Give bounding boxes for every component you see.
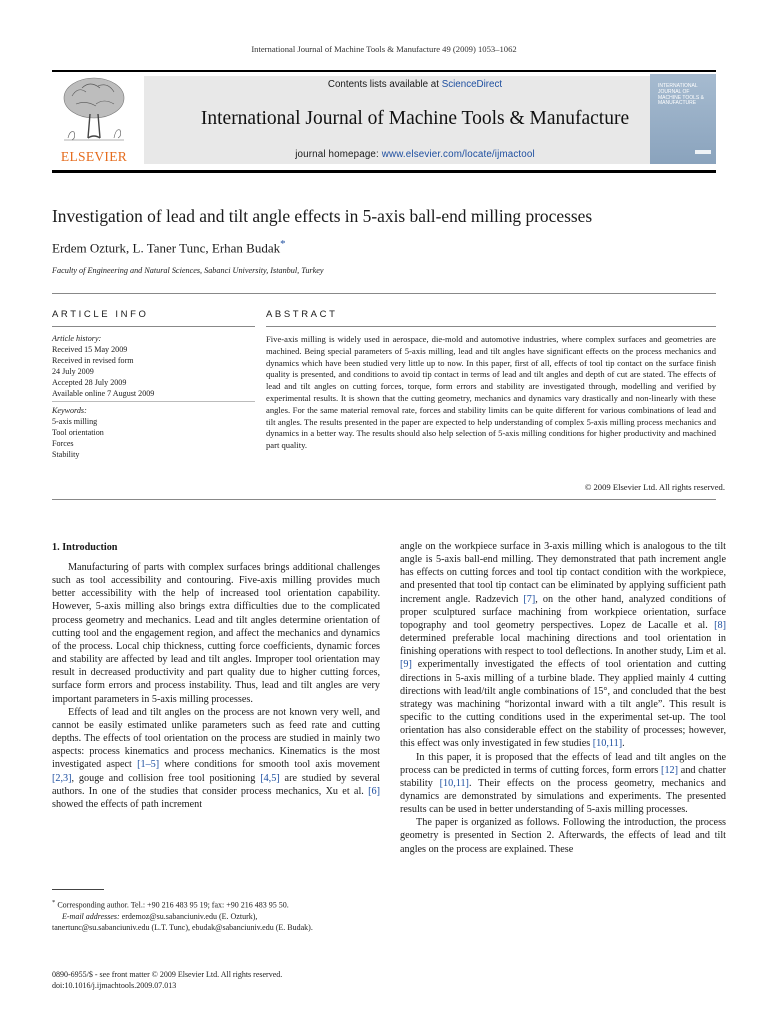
abstract-text: Five-axis milling is widely used in aerospace, die-mold and automotive industries, where complex surfaces and geometries are machined. Being special parameters of 5-axis milling, lead and tilt angles have significant effects on the process mechanics and dynamics which have been studied very little up to now. In this paper, first of all, effects of tool tip contact on the surface finish quality is presented, and conditions to avoid tip contact in terms of lead and tilt angles and depth of cut are stated. The effects of lead and tilt angles on cutting forces, torque, form errors and stability are investigated through, modelling and verified by experimental results. It is shown that the cutting geometry, mechanics and dynamics vary drastically and non-linearly with these angles. For the same material removal rate, forces and stability limits can be quite different for various combinations of lead and tilt angles. The results presented in the paper are expected to help understanding of complex 5-axis milling process mechanics and dynamics in a better way. The results should also help selection of 5-axis milling conditions for higher productivity and machined part quality. (266, 334, 716, 451)
cover-title: INTERNATIONAL JOURNAL OF MACHINE TOOLS & MANUFACTURE (658, 83, 704, 107)
article-title: Investigation of lead and tilt angle effects in 5-axis ball-end milling processes (52, 206, 593, 226)
divider (266, 326, 716, 327)
footnote-text: Corresponding author. Tel.: +90 216 483 95 19; fax: +90 216 483 95 50. (55, 900, 289, 910)
citation-link[interactable]: [12] (661, 764, 679, 776)
citation-link[interactable]: [9] (400, 659, 412, 671)
elsevier-logo (52, 74, 136, 166)
publisher-name: ELSEVIER (60, 149, 128, 164)
text-run: determined preferable local machining directions and tool orientation in finishing operations with respect to tool deflections. In another study, Lim et al. (400, 633, 726, 658)
history-item: 24 July 2009 (52, 367, 94, 377)
contents-line (144, 79, 686, 90)
affiliation: Faculty of Engineering and Natural Sciences, Sabanci University, Istanbul, Turkey (52, 266, 324, 275)
footnote-star: * (52, 899, 56, 906)
text-run: . (622, 738, 625, 750)
cover-footer-mark (695, 150, 711, 154)
citation-link[interactable]: [6] (368, 785, 380, 797)
homepage-prefix: journal homepage: (295, 149, 382, 160)
tree-icon (52, 74, 136, 148)
paragraph: The paper is organized as follows. Following the introduction, the process geometry is presented in Section 2. Afterwards, the effects of lead and tilt angles on the process are explained. These (400, 817, 726, 855)
history-item: Accepted 28 July 2009 (52, 378, 127, 388)
body-column-left (52, 561, 380, 811)
journal-title: International Journal of Machine Tools & Manufacture (200, 108, 630, 129)
header-rule (52, 70, 716, 72)
divider (52, 499, 716, 500)
paragraph (400, 540, 726, 751)
history-label: Article history: (52, 334, 102, 343)
paragraph (400, 751, 726, 817)
email-text: erdemoz@su.sabanciuniv.edu (E. Ozturk), (119, 911, 258, 921)
paragraph (52, 706, 380, 811)
text-run: and chatter stability (400, 764, 726, 789)
footnote-line: tanertunc@su.sabanciuniv.edu (L.T. Tunc), ebudak@sabanciuniv.edu (E. Budak). (52, 922, 313, 932)
email-label: E-mail addresses: (62, 911, 120, 921)
sciencedirect-link[interactable]: ScienceDirect (441, 79, 503, 90)
footnote (52, 897, 382, 933)
text-run: In this paper, it is proposed that the effects of lead and tilt angles on the process can be predicted in terms of cutting forces, form errors (400, 751, 726, 776)
keywords-label: Keywords: (52, 406, 87, 415)
divider (52, 401, 255, 402)
banner-box (144, 76, 686, 164)
corresponding-author-mark[interactable]: * (280, 238, 286, 250)
body-column-right (400, 540, 726, 856)
history-item: Received 15 May 2009 (52, 345, 128, 355)
keyword: Forces (52, 439, 74, 449)
issn-line: 0890-6955/$ - see front matter © 2009 Elsevier Ltd. All rights reserved. (52, 970, 283, 979)
section-heading: 1. Introduction (52, 542, 118, 553)
abstract-copyright: © 2009 Elsevier Ltd. All rights reserved. (584, 482, 725, 492)
citation-link[interactable]: [1–5] (137, 759, 160, 771)
citation-link[interactable]: [10,11] (439, 777, 469, 789)
citation-link[interactable]: [8] (714, 619, 726, 631)
footnote-line (52, 897, 382, 911)
citation-link[interactable]: [10,11] (592, 738, 623, 750)
keyword: Stability (52, 450, 80, 460)
footnote-line (52, 911, 382, 922)
keywords (52, 405, 252, 460)
paragraph: Manufacturing of parts with complex surfaces brings additional challenges such as tool accessibility and contouring. Five-axis milling provides much better accessibility with the help of increased tool orientation capability. However, 5-axis milling also brings extra difficulties due to the complicated process geometry and mechanics. Lead and tilt angles determine orientation of cutting tool and the engagement region, and affect the mechanics and dynamics of the process. Local chip thickness, cutting force coefficients, dynamic forces and stability are affected by lead and tilt angles. Improper tool orientation may result in decreased productivity and part quality due to higher cutting forces, surface form errors and process instability. Thus, lead and tilt angles are very important parameters in 5-axis milling processes. (52, 562, 380, 705)
text-run: showed the effects of path increment (52, 798, 203, 810)
article-info-heading: ARTICLE INFO (52, 309, 149, 320)
citation-link[interactable]: [4,5] (260, 772, 280, 784)
keyword: 5-axis milling (52, 417, 98, 427)
authors (52, 238, 286, 256)
abstract-heading: ABSTRACT (266, 309, 338, 320)
divider (52, 293, 716, 294)
text-run: angle on the workpiece surface in 3-axis milling which is analogous to the tilt angle is 5-axis ball-end milling. They demonstrated that path increment angle has effects on cutting forces and tool tip contact condition with the workpiece, and presented that tool tip contact can be eliminated by applying sufficient path increment angle. Radzevich (400, 541, 726, 605)
history-item: Available online 7 August 2009 (52, 389, 155, 399)
citation-link[interactable]: [7] (523, 593, 536, 605)
text-run: , on the other hand, analyzed conditions of proper sculptured surface machining from workpiece orientation, surface topography and tool geometry perspectives. Lopez de Lacalle et al. (400, 593, 726, 631)
doi-line: doi:10.1016/j.ijmachtools.2009.07.013 (52, 981, 177, 990)
text-run: are studied by several authors. In one of the studies that consider process mechanics, Xu et al. (52, 772, 380, 797)
journal-cover-image (650, 74, 716, 164)
divider (52, 326, 255, 327)
footnote-rule (52, 889, 104, 890)
front-matter (52, 969, 282, 991)
keyword: Tool orientation (52, 428, 104, 438)
article-history (52, 333, 252, 400)
banner-rule (52, 170, 716, 173)
text-run: Effects of lead and tilt angles on the process are not known very well, and cannot be easily estimated unlike parameters such as feed rate and cutting depths. The effects of tool orientation on the process are studied in mainly two aspects: process kinematics and process mechanics. Kinematics is the most investigated aspect (52, 706, 380, 771)
citation-link[interactable]: [2,3] (52, 772, 72, 784)
text-run: . Their effects on the process geometry, mechanics and dynamics are demonstrated by simulations and experiments. The presented results can be used in better understanding of 5-axis milling processes. (400, 777, 726, 816)
contents-prefix: Contents lists available at (327, 79, 442, 90)
author-list: Erdem Ozturk, L. Taner Tunc, Erhan Budak (52, 240, 281, 256)
history-item: Received in revised form (52, 356, 134, 366)
text-run: experimentally investigated the effects of tool orientation and cutting directions in 5-axis milling of a turbine blade. They applied mainly 4 cutting directions with lead/tilt angle combinations of 15°, and concluded that the best strategy was machining “horizontal inward with a tilt angle”. This result is specific to the cutting conditions used in the experimental set-up. The tool orientation has also considerable effect on the stability of processes; however, this effect was only investigated in few studies (400, 659, 726, 750)
running-head: International Journal of Machine Tools & Manufacture 49 (2009) 1053–1062 (251, 44, 517, 54)
homepage-line (144, 149, 686, 160)
text-run: where conditions for smooth tool axis movement (159, 759, 380, 771)
journal-banner (52, 74, 716, 166)
text-run: , gouge and collision free tool positioning (71, 772, 261, 784)
homepage-link[interactable]: www.elsevier.com/locate/ijmactool (381, 149, 535, 160)
